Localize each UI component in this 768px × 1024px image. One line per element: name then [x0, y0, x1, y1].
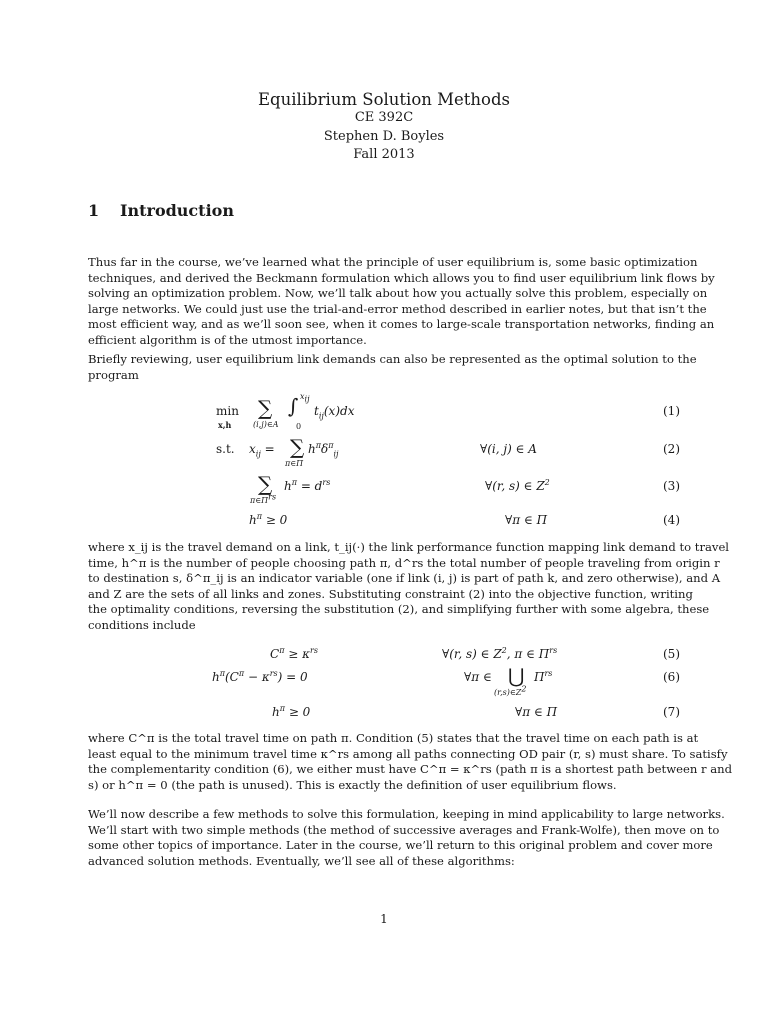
- course-code: CE 392C: [354, 110, 414, 125]
- equation-number: (4): [663, 513, 680, 527]
- text-line: time, h^π is the number of people choosing path π, d^rs the total number of people traveling from origin r: [88, 555, 720, 570]
- equation-number: (2): [663, 442, 680, 456]
- text-line: conditions include: [88, 617, 196, 632]
- equation-number: (6): [663, 670, 680, 684]
- text-line: s) or h^π = 0 (the path is unused). This is exactly the definition of user equilibrium flows.: [88, 777, 617, 792]
- equation-3: ∑ $\pi\in\Pi^{rs}$ $h^\pi = d^{rs}$ ∀(r, s) ∈ $Z^2$ (3): [250, 472, 680, 505]
- text-line: Briefly reviewing, user equilibrium link demands can also be represented as the optimal solution to the: [88, 352, 697, 366]
- text-line: large networks. We could just use the trial-and-error method described in earlier notes, but that isn’t the: [88, 301, 707, 316]
- text-line: most efficient way, and as we’ll soon see, when it comes to large-scale transportation networks, finding an: [88, 317, 715, 332]
- paragraph-definitions: [88, 540, 730, 634]
- author-name: Stephen D. Boyles: [323, 129, 445, 144]
- paragraph-methods: [88, 807, 725, 869]
- text-line: We’ll now describe a few methods to solve this formulation, keeping in mind applicability to large networks.: [88, 807, 725, 821]
- text-line: efficient algorithm is of the utmost importance.: [88, 332, 367, 347]
- text-line: the optimality conditions, reversing the substitution (2), and simplifying further with some algebra, these: [88, 602, 710, 617]
- text-line: the complementarity condition (6), we either must have C^π = κ^rs (path π is a shortest path between r and: [88, 762, 733, 777]
- equation-number: (1): [663, 404, 680, 418]
- page-number: 1: [380, 912, 388, 926]
- equation-4: $h^\pi \ge 0$ ∀π ∈ Π (4): [249, 512, 680, 527]
- paragraph-conditions: [88, 731, 733, 793]
- equation-6: $h^\pi(C^\pi - \kappa^{rs}) = 0$ ∀π ∈ ⋃ $(r,s)\in Z^2$ $\Pi^{rs}$ (6): [212, 664, 680, 697]
- text-line: and Z are the sets of all links and zones. Substituting constraint (2) into the objective function, writing: [88, 586, 693, 601]
- text-line: advanced solution methods. Eventually, we’ll see all of these algorithms:: [88, 853, 515, 868]
- equation-number: (7): [663, 705, 680, 719]
- equation-number: (3): [663, 479, 680, 493]
- text-line: Thus far in the course, we’ve learned what the principle of user equilibrium is, some basic optimization: [88, 255, 698, 269]
- equation-7: $h^\pi \ge 0$ ∀π ∈ Π (7): [272, 704, 680, 719]
- text-line: We’ll start with two simple methods (the method of successive averages and Frank-Wolfe), then move on to: [88, 822, 720, 837]
- equation-5: $C^\pi \ge \kappa^{rs}$ ∀(r, s) ∈ $Z^2$, π ∈ $\Pi^{rs}$ (5): [270, 646, 680, 661]
- paragraph-intro: [88, 255, 715, 349]
- equation-1: min x,h ∑ (i,j)∈A ∫ $x_{ij}$ 0 $t_{ij}(x)dx$ (1): [216, 392, 680, 431]
- text-line: program: [88, 367, 139, 382]
- paragraph-review: [88, 352, 697, 383]
- term: Fall 2013: [353, 147, 415, 162]
- equation-2: s.t. $x_{ij}$ = ∑ π∈Π $h^\pi\delta^\pi_{ij}$ ∀(i, j) ∈ A (2): [216, 435, 680, 468]
- text-line: where x_ij is the travel demand on a link, t_ij(·) the link performance function mapping link demand to travel: [88, 540, 730, 554]
- equation-number: (5): [663, 647, 680, 661]
- document-title: Equilibrium Solution Methods: [257, 90, 511, 109]
- text-line: techniques, and derived the Beckmann formulation which allows you to find user equilibrium link flows by: [88, 270, 715, 285]
- text-line: some other topics of importance. Later in the course, we’ll return to this original problem and cover more: [88, 838, 713, 853]
- section-title: Introduction: [120, 201, 234, 220]
- text-line: least equal to the minimum travel time κ^rs among all paths connecting OD pair (r, s) must share. To satisfy: [88, 746, 728, 761]
- text-line: to destination s, δ^π_ij is an indicator variable (one if link (i, j) is part of path k, and zero otherwise), and A: [88, 571, 721, 586]
- text-line: where C^π is the total travel time on path π. Condition (5) states that the travel time on each path is at: [88, 731, 699, 745]
- section-heading: [88, 201, 234, 220]
- text-line: solving an optimization problem. Now, we’ll talk about how you actually solve this problem, especially on: [88, 286, 708, 301]
- section-number: 1: [88, 201, 100, 220]
